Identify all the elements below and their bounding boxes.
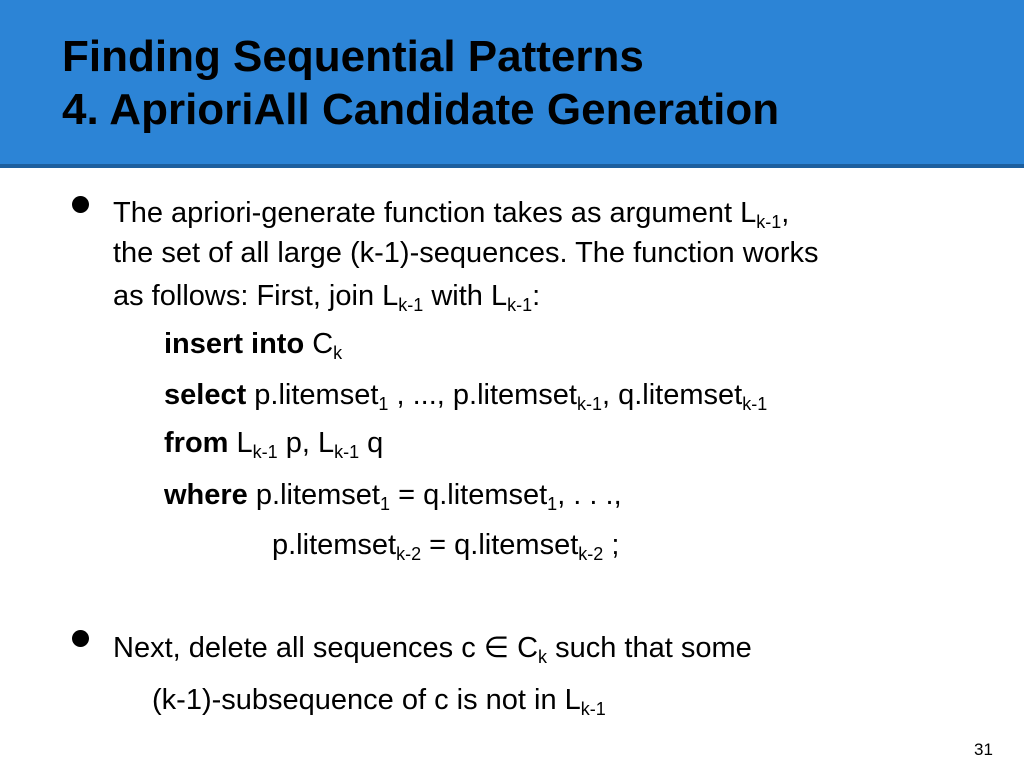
bullet1-line1: The apriori-generate function takes as argument $L_{k-1}$,	[113, 197, 790, 232]
bullet1-line3: as follows: First, join $L_{k-1}$ with $L_{k-1}$:	[113, 280, 541, 315]
sql-where-line: where p.litemset$_1$ = q.litemset$_1$, . . .,	[164, 479, 622, 514]
title-line-2: 4. AprioriAll Candidate Generation	[62, 85, 780, 134]
sql-from-line: from $L_{k-1}$ p, $L_{k-1}$ q	[164, 427, 384, 462]
keyword-select: select	[164, 379, 247, 411]
keyword-where: where	[164, 479, 248, 511]
bullet2-line1: Next, delete all sequences c ∈ $C_k$ such that some	[113, 632, 752, 667]
sql-select-line: select p.litemset$_1$ , ..., p.litemset$_{k-1}$, q.litemset$_{k-1}$	[164, 379, 768, 414]
keyword-from: from	[164, 427, 229, 459]
bullet-icon	[72, 630, 89, 647]
title-line-1: Finding Sequential Patterns	[62, 32, 644, 81]
bullet-icon	[72, 196, 89, 213]
bullet1-line2: the set of all large (k-1)-sequences. The function works	[113, 237, 819, 269]
keyword-insert-into: insert into	[164, 328, 305, 360]
sql-where-continuation: p.litemset$_{k-2}$ = q.litemset$_{k-2}$ ;	[272, 529, 620, 564]
page-number: 31	[974, 740, 993, 759]
bullet2-line2: (k-1)-subsequence of c is not in $L_{k-1}$	[152, 684, 606, 719]
sql-insert-line: insert into $C_k$	[164, 328, 343, 363]
